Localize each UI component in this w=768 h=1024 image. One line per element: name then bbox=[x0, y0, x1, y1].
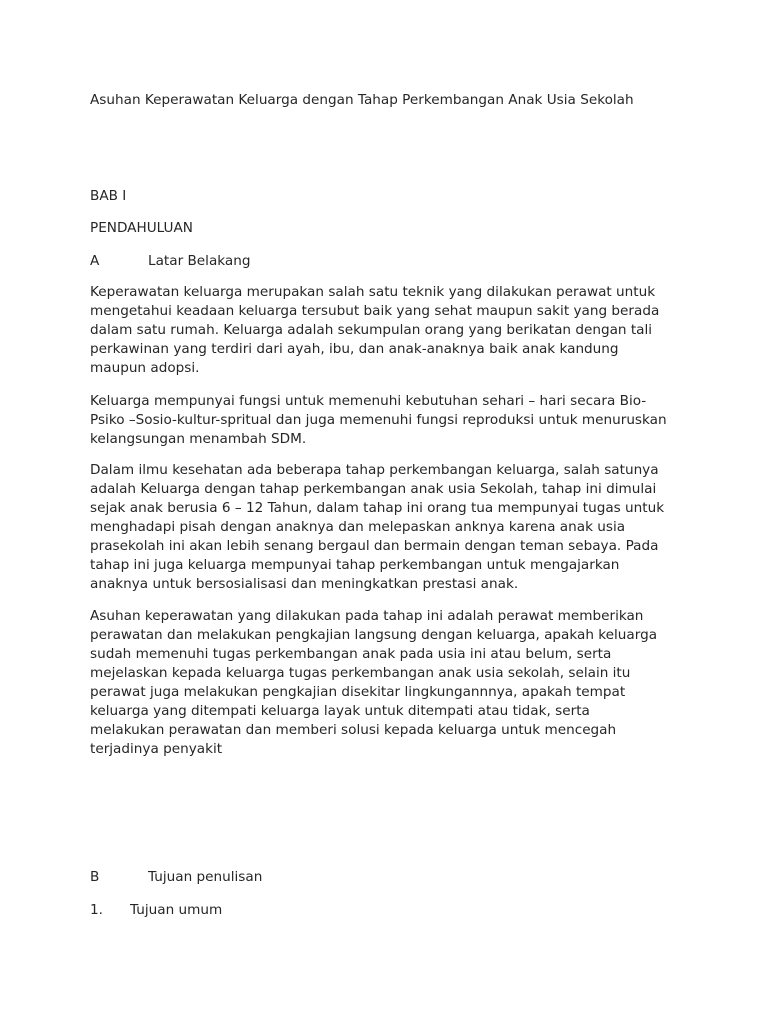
paragraph-line: Psiko –Sosio-kultur-spritual dan juga memenuhi fungsi reproduksi untuk menuruskan bbox=[90, 412, 667, 428]
section-a-marker: A bbox=[90, 253, 100, 269]
paragraph-line: perkawinan yang terdiri dari ayah, ibu, dan anak-anaknya baik anak kandung bbox=[90, 341, 619, 357]
paragraph-line: kelangsungan menambah SDM. bbox=[90, 431, 307, 447]
paragraph-line: sejak anak berusia 6 – 12 Tahun, dalam tahap ini orang tua mempunyai tugas untuk bbox=[90, 500, 665, 516]
section-a-heading bbox=[90, 252, 250, 271]
list-item-marker: 1. bbox=[90, 902, 103, 918]
chapter-number: BAB I bbox=[90, 188, 127, 204]
paragraph-line: dalam satu rumah. Keluarga adalah sekumpulan orang yang berikatan dengan tali bbox=[90, 322, 653, 338]
paragraph-line: Dalam ilmu kesehatan ada beberapa tahap perkembangan keluarga, salah satunya bbox=[90, 462, 659, 478]
document-title: Asuhan Keperawatan Keluarga dengan Tahap Perkembangan Anak Usia Sekolah bbox=[90, 92, 634, 108]
paragraph-1 bbox=[90, 283, 690, 378]
chapter-title: PENDAHULUAN bbox=[90, 220, 193, 236]
paragraph-line: Keluarga mempunyai fungsi untuk memenuhi kebutuhan sehari – hari secara Bio- bbox=[90, 393, 647, 409]
paragraph-line: terjadinya penyakit bbox=[90, 741, 223, 757]
section-b-title: Tujuan penulisan bbox=[148, 869, 263, 885]
paragraph-line: maupun adopsi. bbox=[90, 360, 200, 376]
section-b-marker: B bbox=[90, 869, 100, 885]
paragraph-line: mengetahui keadaan keluarga tersubut baik yang sehat maupun sakit yang berada bbox=[90, 303, 660, 319]
paragraph-line: perawat juga melakukan pengkajian disekitar lingkungannnya, apakah tempat bbox=[90, 684, 626, 700]
paragraph-line: melakukan perawatan dan memberi solusi kepada keluarga untuk mencegah bbox=[90, 722, 617, 738]
paragraph-line: keluarga yang ditempati keluarga layak untuk ditempati atau tidak, serta bbox=[90, 703, 590, 719]
list-item-title: Tujuan umum bbox=[130, 902, 223, 918]
paragraph-2 bbox=[90, 392, 690, 449]
paragraph-4 bbox=[90, 607, 690, 759]
paragraph-line: tahap ini juga keluarga mempunyai tahap perkembangan untuk mengajarkan bbox=[90, 557, 620, 573]
paragraph-line: perawatan dan melakukan pengkajian langsung dengan keluarga, apakah keluarga bbox=[90, 627, 658, 643]
paragraph-line: Keperawatan keluarga merupakan salah satu teknik yang dilakukan perawat untuk bbox=[90, 284, 656, 300]
paragraph-line: adalah Keluarga dengan tahap perkembangan anak usia Sekolah, tahap ini dimulai bbox=[90, 481, 657, 497]
paragraph-line: Asuhan keperawatan yang dilakukan pada tahap ini adalah perawat memberikan bbox=[90, 608, 644, 624]
paragraph-3 bbox=[90, 461, 690, 594]
section-b-heading bbox=[90, 868, 262, 887]
paragraph-line: menghadapi pisah dengan anaknya dan melepaskan anknya karena anak usia bbox=[90, 519, 626, 535]
paragraph-line: prasekolah ini akan lebih senang bergaul dan bermain dengan teman sebaya. Pada bbox=[90, 538, 659, 554]
paragraph-line: anaknya untuk bersosialisasi dan meningkatkan prestasi anak. bbox=[90, 576, 519, 592]
paragraph-line: mejelaskan kepada keluarga tugas perkembangan anak usia sekolah, selain itu bbox=[90, 665, 631, 681]
paragraph-line: sudah memenuhi tugas perkembangan anak pada usia ini atau belum, serta bbox=[90, 646, 612, 662]
section-a-title: Latar Belakang bbox=[148, 253, 251, 269]
list-item-1 bbox=[90, 901, 222, 920]
